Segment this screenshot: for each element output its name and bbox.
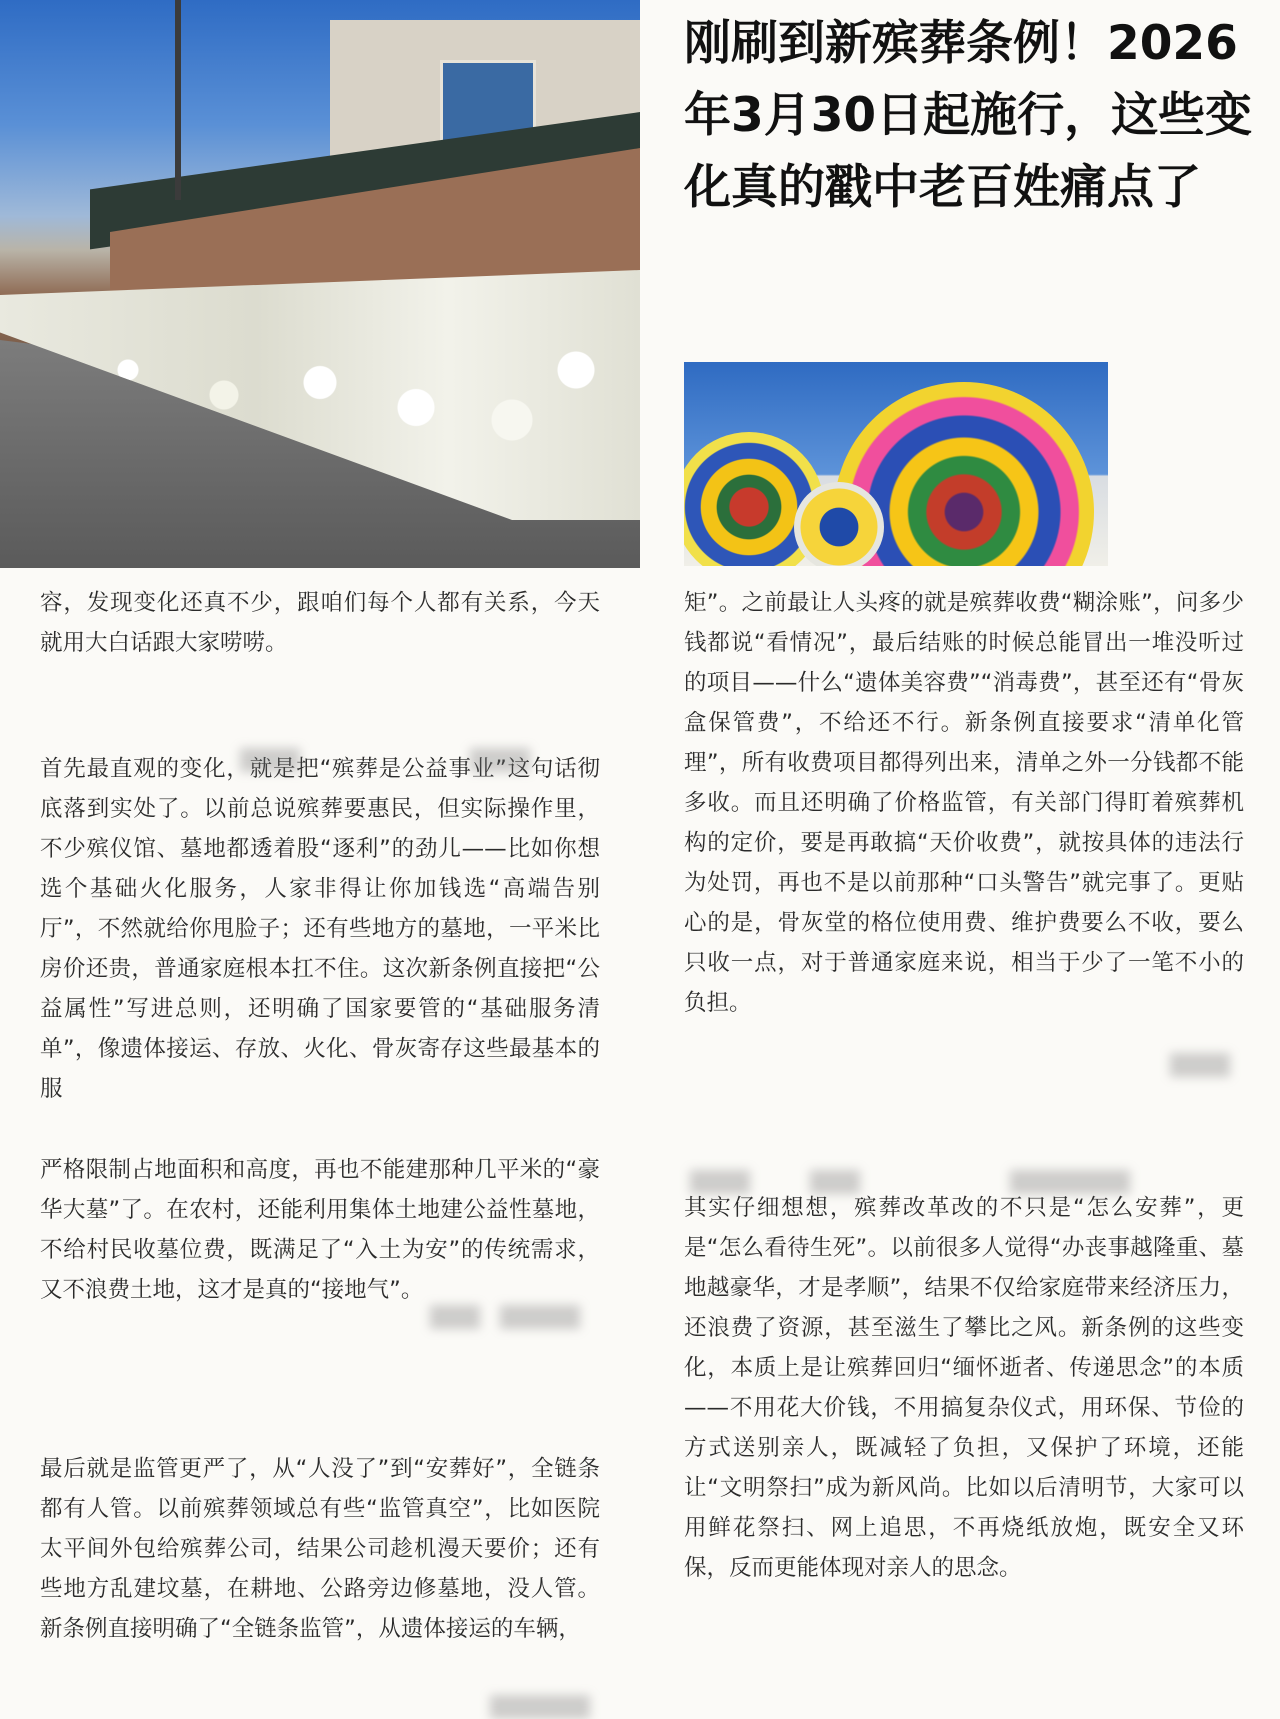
- blurred-text: [470, 748, 530, 772]
- left-paragraph-tomb-limits: 严格限制占地面积和高度，再也不能建那种几平米的“豪华大墓”了。在农村，还能利用集体土地建公益性墓地，不给村民收墓位费，既满足了“入土为安”的传统需求，又不浪费土地，这才是真的“接地气”。: [40, 1157, 600, 1303]
- article-headline: 刚刷到新殡葬条例！2026年3月30日起施行，这些变化真的戳中老百姓痛点了: [684, 16, 1253, 215]
- blurred-text: [810, 1170, 860, 1194]
- colorful-wreaths-photo: [684, 362, 1108, 566]
- blurred-text: [690, 1170, 750, 1194]
- left-paragraph-public-welfare: 首先最直观的变化，就是把“殡葬是公益事业”这句话彻底落到实处了。以前总说殡葬要惠民，但实际操作里，不少殡仪馆、墓地都透着股“逐利”的劲儿——比如你想选个基础火化服务，人家非得让你加钱选“高端告别厅”，不然就给你甩脸子；还有些地方的墓地，一平米比房价还贵，普通家庭根本扛不住。这次新条例直接把“公益属性”写进总则，还明确了国家要管的“基础服务清单”，像遗体接运、存放、火化、骨灰寄存这些最基本的服: [40, 756, 600, 1102]
- left-paragraph-supervision: 最后就是监管更严了，从“人没了”到“安葬好”，全链条都有人管。以前殡葬领域总有些“监管真空”，比如医院太平间外包给殡葬公司，结果公司趁机漫天要价；还有些地方乱建坟墓，在耕地、公路旁边修墓地，没人管。新条例直接明确了“全链条监管”，从遗体接运的车辆，: [40, 1456, 600, 1642]
- blurred-text: [1010, 1170, 1130, 1194]
- street-wreaths-photo: [0, 0, 640, 568]
- wreath-small: [794, 482, 884, 566]
- blurred-text: [500, 1305, 580, 1329]
- blurred-text: [490, 1695, 590, 1719]
- right-paragraph-fees: 矩”。之前最让人头疼的就是殡葬收费“糊涂账”，问多少钱都说“看情况”，最后结账的时候总能冒出一堆没听过的项目——什么“遗体美容费”“消毒费”，甚至还有“骨灰盒保管费”，不给还不行。新条例直接要求“清单化管理”，所有收费项目都得列出来，清单之外一分钱都不能多收。而且还明确了价格监管，有关部门得盯着殡葬机构的定价，要是再敢搞“天价收费”，就按具体的违法行为处罚，再也不是以前那种“口头警告”就完事了。更贴心的是，骨灰堂的格位使用费、维护费要么不收，要么只收一点，对于普通家庭来说，相当于少了一笔不小的负担。: [684, 590, 1244, 1016]
- utility-pole: [175, 0, 181, 200]
- blurred-text: [430, 1305, 480, 1329]
- right-paragraph-reflection: 其实仔细想想，殡葬改革改的不只是“怎么安葬”，更是“怎么看待生死”。以前很多人觉得“办丧事越隆重、墓地越豪华，才是孝顺”，结果不仅给家庭带来经济压力，还浪费了资源，甚至滋生了攀比之风。新条例的这些变化，本质上是让殡葬回归“缅怀逝者、传递思念”的本质——不用花大价钱，不用搞复杂仪式，用环保、节俭的方式送别亲人，既减轻了负担，又保护了环境，还能让“文明祭扫”成为新风尚。比如以后清明节，大家可以用鲜花祭扫、网上追思，不再烧纸放炮，既安全又环保，反而更能体现对亲人的思念。: [684, 1195, 1244, 1581]
- left-paragraph-intro: 容，发现变化还真不少，跟咱们每个人都有关系，今天就用大白话跟大家唠唠。: [40, 590, 600, 656]
- blurred-text: [240, 748, 300, 772]
- blurred-text: [1170, 1053, 1230, 1077]
